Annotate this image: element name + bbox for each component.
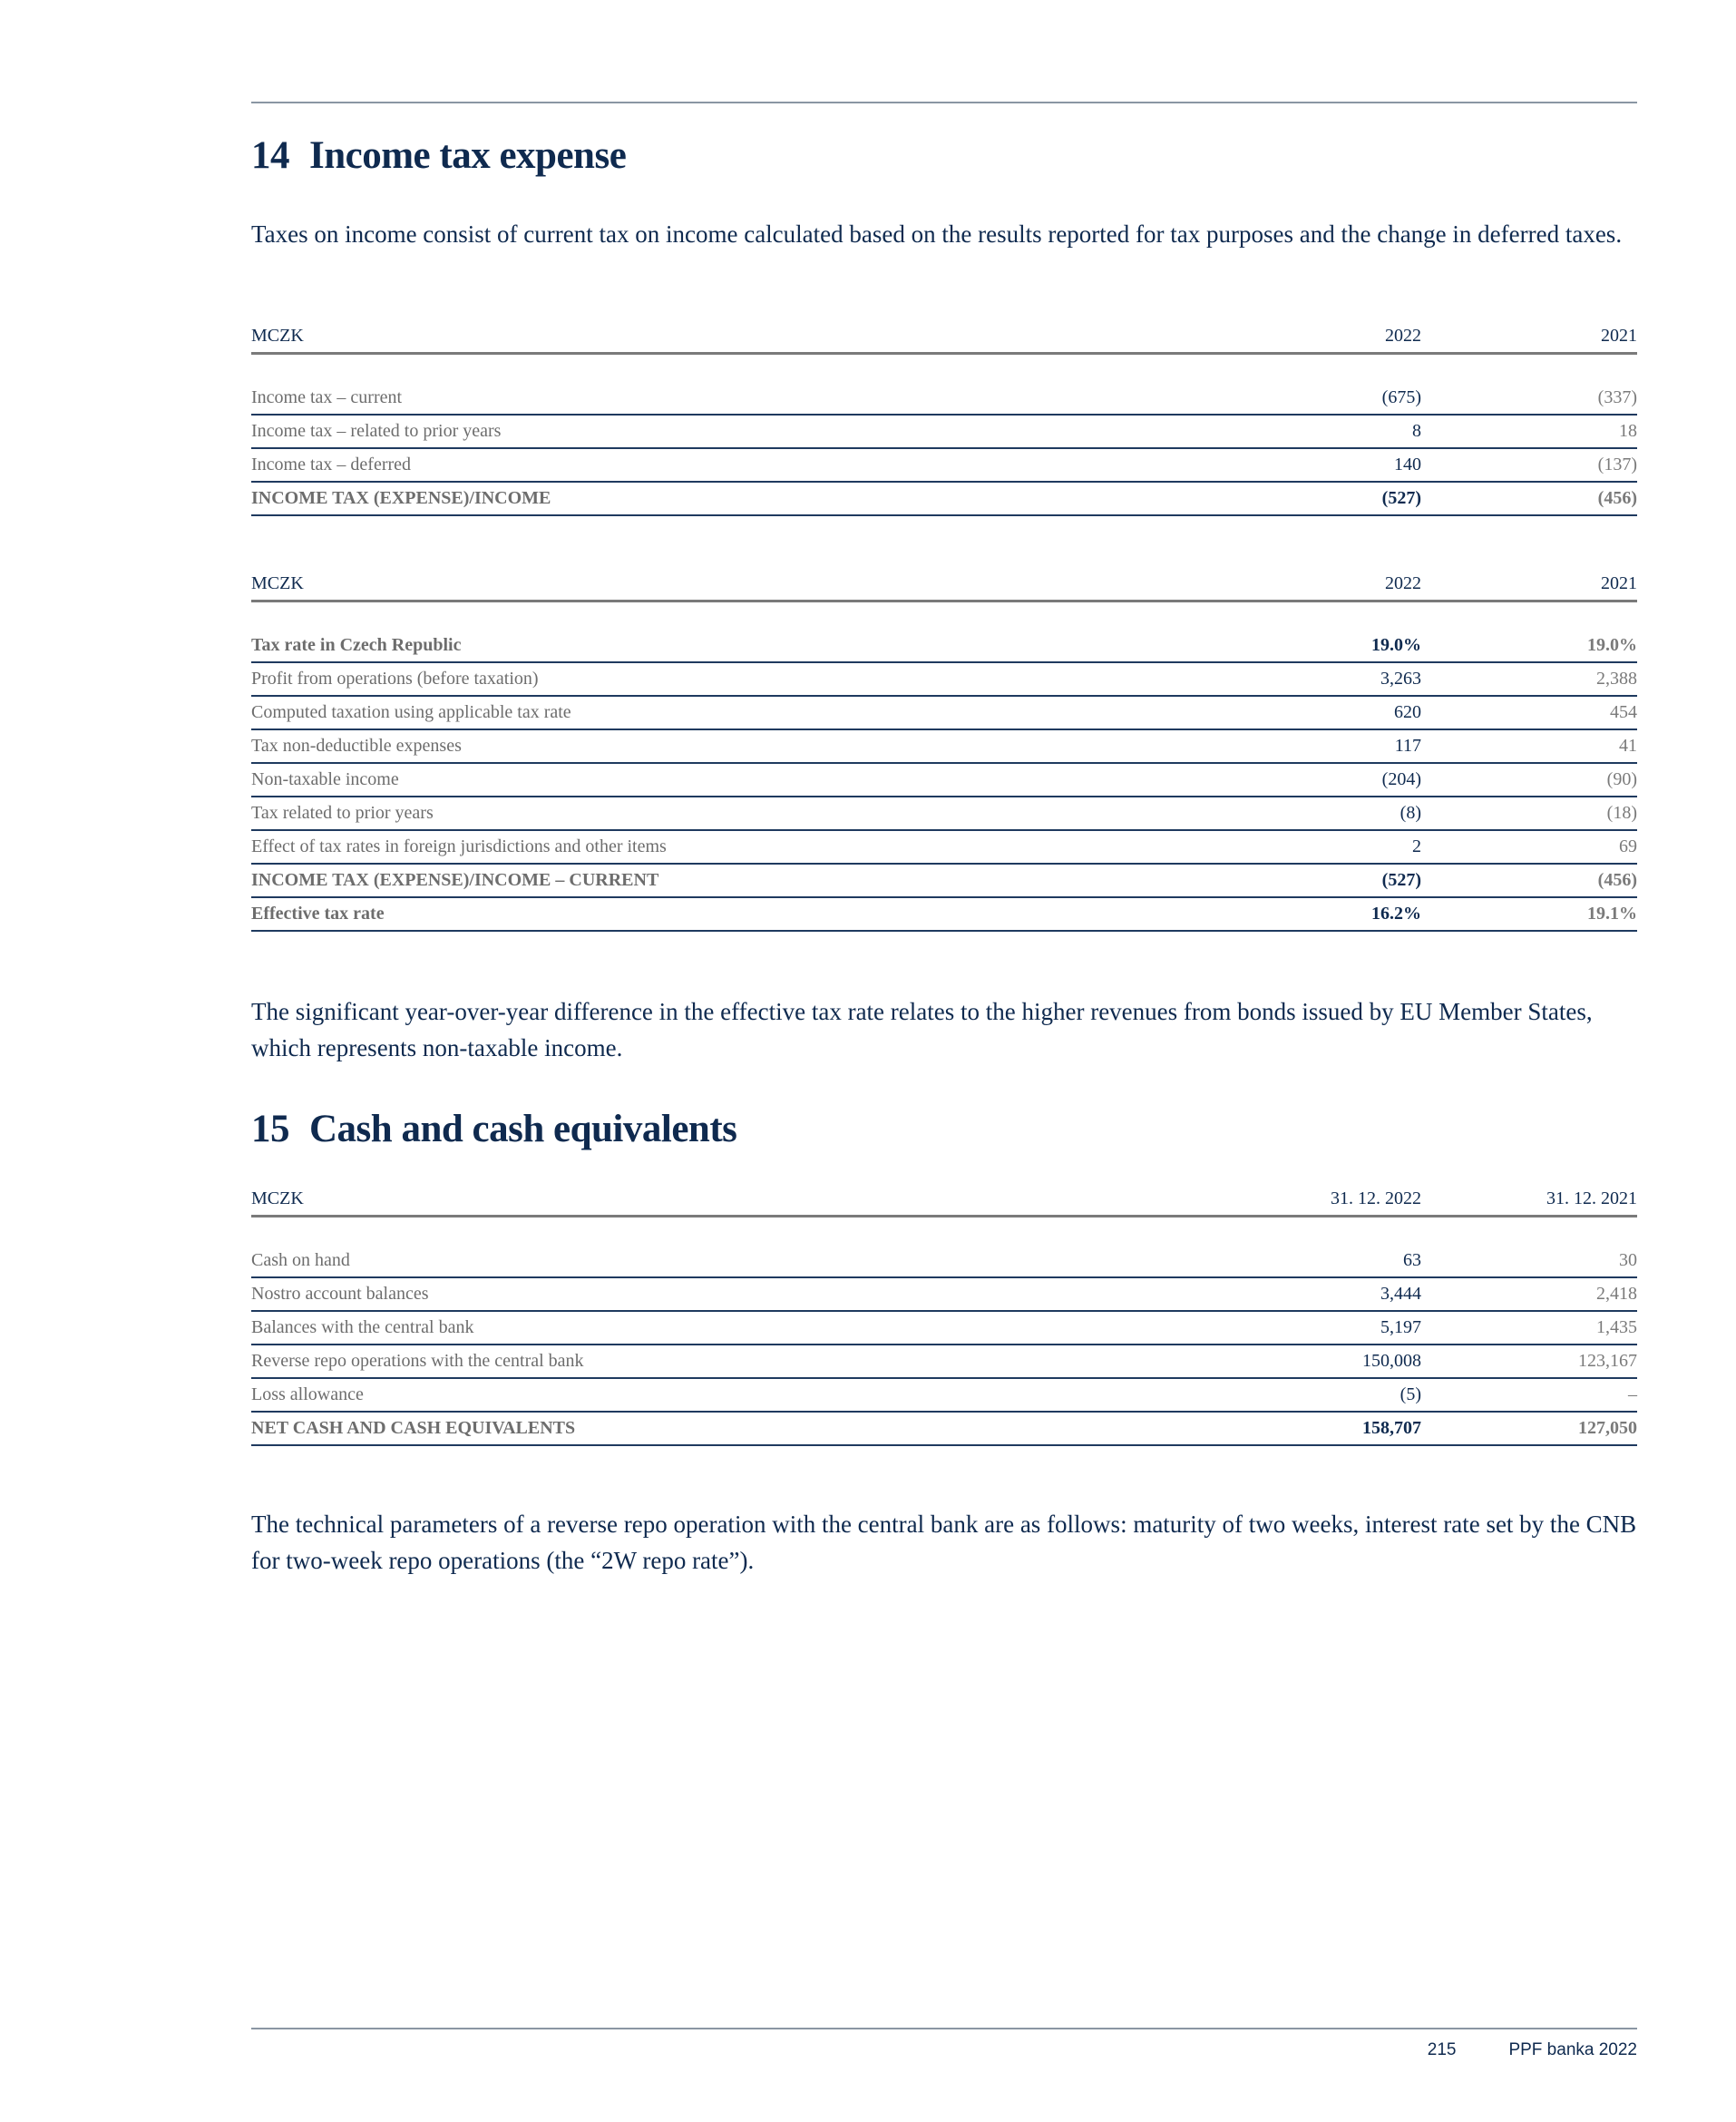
table-total-row: [251, 482, 1637, 515]
value-2022: (8): [1207, 797, 1421, 830]
row-label: Balances with the central bank: [251, 1311, 1207, 1345]
row-label: Non-taxable income: [251, 763, 1207, 797]
value-2021: 41: [1421, 729, 1637, 763]
col-header-2022: 31. 12. 2022: [1207, 1186, 1421, 1217]
value-2022: 8: [1207, 415, 1421, 448]
table-row: [251, 1245, 1637, 1277]
col-header-2022: 2022: [1207, 571, 1421, 601]
value-2022: 158,707: [1207, 1412, 1421, 1445]
row-label: Nostro account balances: [251, 1277, 1207, 1311]
value-2021: 127,050: [1421, 1412, 1637, 1445]
row-label: Income tax – deferred: [251, 448, 1207, 482]
value-2021: (337): [1421, 382, 1637, 415]
value-2022: 3,444: [1207, 1277, 1421, 1311]
value-2022: 19.0%: [1207, 630, 1421, 662]
row-label: NET CASH AND CASH EQUIVALENTS: [251, 1412, 1207, 1445]
value-2022: 150,008: [1207, 1345, 1421, 1378]
table-row: [251, 662, 1637, 696]
value-2021: 69: [1421, 830, 1637, 864]
section-title: Income tax expense: [309, 134, 627, 177]
income-tax-table: [251, 323, 1637, 516]
value-2022: 620: [1207, 696, 1421, 729]
value-2021: 2,418: [1421, 1277, 1637, 1311]
table-row: [251, 763, 1637, 797]
section-number: 15: [251, 1108, 289, 1150]
value-2021: 19.0%: [1421, 630, 1637, 662]
value-2021: 123,167: [1421, 1345, 1637, 1378]
value-2022: 3,263: [1207, 662, 1421, 696]
col-header-unit: MCZK: [251, 1186, 1207, 1217]
col-header-unit: MCZK: [251, 571, 1207, 601]
value-2022: (5): [1207, 1378, 1421, 1412]
table-row: [251, 1311, 1637, 1345]
page-number: 215: [1427, 2040, 1457, 2059]
value-2021: 2,388: [1421, 662, 1637, 696]
value-2021: (456): [1421, 482, 1637, 515]
cash-equivalents-table: [251, 1186, 1637, 1446]
table-row: [251, 897, 1637, 931]
value-2021: (456): [1421, 864, 1637, 897]
table-total-row: [251, 1412, 1637, 1445]
value-2022: (527): [1207, 864, 1421, 897]
table-row: [251, 415, 1637, 448]
row-label: Loss allowance: [251, 1378, 1207, 1412]
table-row: [251, 448, 1637, 482]
value-2021: 454: [1421, 696, 1637, 729]
table-row: [251, 830, 1637, 864]
value-2022: 5,197: [1207, 1311, 1421, 1345]
row-label: INCOME TAX (EXPENSE)/INCOME: [251, 482, 1207, 515]
table-row: [251, 1345, 1637, 1378]
row-label: Cash on hand: [251, 1245, 1207, 1277]
section-14-heading: [251, 133, 626, 178]
table-row: [251, 382, 1637, 415]
footer-divider: [251, 2028, 1637, 2029]
table-total-row: [251, 864, 1637, 897]
value-2021: 30: [1421, 1245, 1637, 1277]
row-label: Effective tax rate: [251, 897, 1207, 931]
row-label: Effect of tax rates in foreign jurisdictions and other items: [251, 830, 1207, 864]
table-row: [251, 729, 1637, 763]
top-divider: [251, 102, 1637, 103]
row-label: Tax rate in Czech Republic: [251, 630, 1207, 662]
value-2021: 18: [1421, 415, 1637, 448]
section-15-heading: [251, 1107, 736, 1151]
value-2021: 19.1%: [1421, 897, 1637, 931]
value-2021: (18): [1421, 797, 1637, 830]
row-label: Reverse repo operations with the central bank: [251, 1345, 1207, 1378]
section-14-intro: Taxes on income consist of current tax on income calculated based on the results reported for tax purposes and the change in deferred taxes.: [251, 220, 1623, 248]
section-title: Cash and cash equivalents: [309, 1108, 737, 1150]
page-footer: [1428, 2040, 1637, 2060]
row-label: INCOME TAX (EXPENSE)/INCOME – CURRENT: [251, 864, 1207, 897]
value-2021: (137): [1421, 448, 1637, 482]
table-row: [251, 696, 1637, 729]
row-label: Tax related to prior years: [251, 797, 1207, 830]
value-2022: 140: [1207, 448, 1421, 482]
col-header-2022: 2022: [1207, 323, 1421, 354]
value-2022: 63: [1207, 1245, 1421, 1277]
section-15-note: The technical parameters of a reverse repo operation with the central bank are as follows: maturity of two weeks, interest rate set by the CNB for two-week repo operations (the “2W repo rate”).: [251, 1511, 1637, 1574]
value-2021: –: [1421, 1378, 1637, 1412]
section-number: 14: [251, 134, 289, 177]
table-row: [251, 1378, 1637, 1412]
value-2022: (204): [1207, 763, 1421, 797]
row-label: Income tax – related to prior years: [251, 415, 1207, 448]
table-row: [251, 1277, 1637, 1311]
row-label: Tax non-deductible expenses: [251, 729, 1207, 763]
value-2022: 117: [1207, 729, 1421, 763]
value-2022: 16.2%: [1207, 897, 1421, 931]
tax-rate-reconciliation-table: [251, 571, 1637, 932]
table-row: [251, 630, 1637, 662]
section-14-note: The significant year-over-year difference in the effective tax rate relates to the higher revenues from bonds issued by EU Member States, which represents non-taxable income.: [251, 998, 1593, 1061]
row-label: Income tax – current: [251, 382, 1207, 415]
publication-name: PPF banka 2022: [1508, 2040, 1637, 2059]
row-label: Computed taxation using applicable tax rate: [251, 696, 1207, 729]
col-header-2021: 2021: [1421, 323, 1637, 354]
col-header-unit: MCZK: [251, 323, 1207, 354]
col-header-2021: 31. 12. 2021: [1421, 1186, 1637, 1217]
col-header-2021: 2021: [1421, 571, 1637, 601]
value-2021: (90): [1421, 763, 1637, 797]
table-row: [251, 797, 1637, 830]
value-2022: (675): [1207, 382, 1421, 415]
row-label: Profit from operations (before taxation): [251, 662, 1207, 696]
value-2022: (527): [1207, 482, 1421, 515]
value-2021: 1,435: [1421, 1311, 1637, 1345]
value-2022: 2: [1207, 830, 1421, 864]
